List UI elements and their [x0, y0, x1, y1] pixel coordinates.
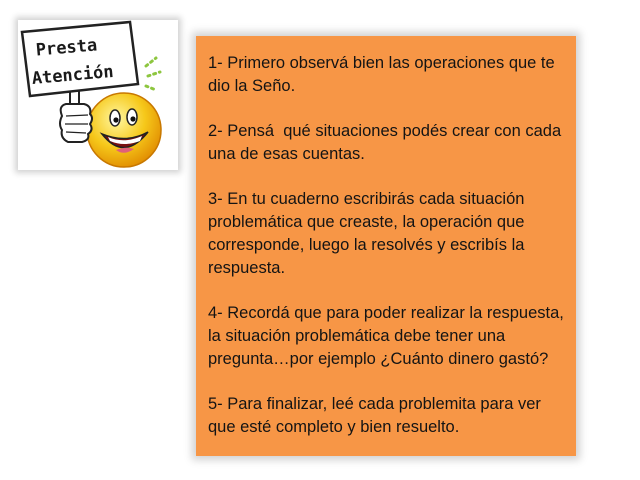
instruction-1: 1- Primero observá bien las operaciones que te dio la Seño.: [208, 54, 560, 95]
instruction-4: 4- Recordá que para poder realizar la respuesta, la situación problemática debe tener una pregunta…por ejemplo ¿Cuánto dinero gastó?: [208, 304, 569, 368]
smiley-face-icon: [87, 93, 161, 167]
instructions-panel: [196, 36, 576, 456]
instruction-3: 3- En tu cuaderno escribirás cada situación problemática que creaste, la operación que corresponde, luego la resolvés y escribís la respuesta.: [208, 190, 530, 277]
sparkle-icon: [146, 58, 160, 90]
sign-board: [22, 22, 138, 96]
hand-icon: [60, 104, 92, 142]
smiley-sign-illustration: [18, 20, 178, 170]
instruction-5: 5- Para finalizar, leé cada problemita para ver que esté completo y bien resuelto.: [208, 395, 546, 436]
sign-line-1: Presta: [35, 35, 98, 61]
presta-atencion-clipart: [18, 20, 178, 170]
sign-line-2: Atención: [31, 61, 115, 89]
instruction-2: 2- Pensá qué situaciones podés crear con cada una de esas cuentas.: [208, 122, 566, 163]
